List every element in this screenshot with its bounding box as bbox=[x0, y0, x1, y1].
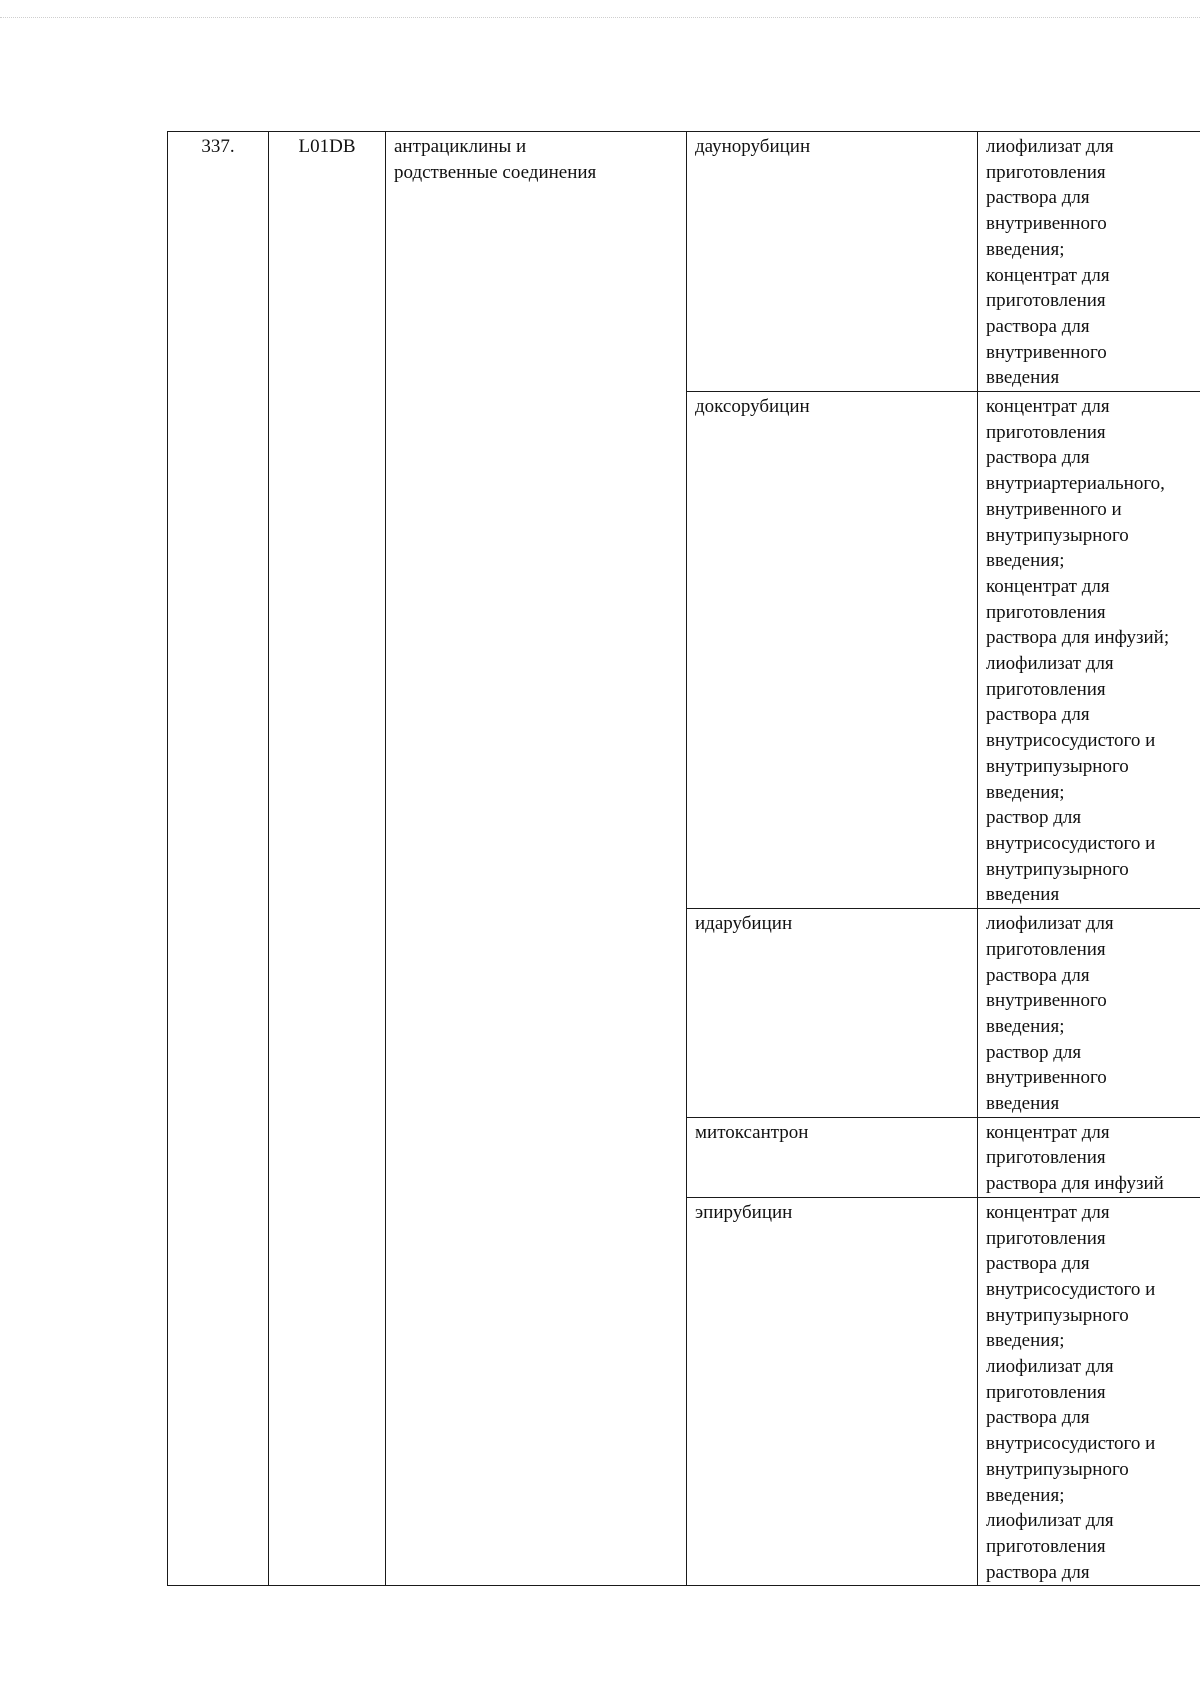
form-line: приготовления bbox=[986, 1381, 1106, 1403]
dosage-forms bbox=[978, 1117, 1200, 1197]
form-line: внутрисосудистого и bbox=[986, 832, 1156, 854]
form-line: внутрипузырного bbox=[986, 858, 1129, 880]
row-number: 337. bbox=[168, 132, 269, 1586]
form-line: внутрисосудистого и bbox=[986, 1433, 1156, 1455]
form-line: лиофилизат для bbox=[986, 1356, 1114, 1378]
dosage-forms bbox=[978, 909, 1200, 1118]
form-line: внутрипузырного bbox=[986, 524, 1129, 546]
form-line: раствора для bbox=[986, 704, 1090, 726]
drug-name: даунорубицин bbox=[687, 132, 978, 392]
form-line: концентрат для bbox=[986, 396, 1110, 418]
pharmacological-group bbox=[386, 132, 687, 1586]
form-line: лиофилизат для bbox=[986, 913, 1114, 935]
form-line: внутривенного и bbox=[986, 498, 1122, 520]
form-line: введения; bbox=[986, 238, 1065, 260]
form-line: раствор для bbox=[986, 1041, 1082, 1063]
form-line: концентрат для bbox=[986, 575, 1110, 597]
form-line: раствора для bbox=[986, 447, 1090, 469]
form-line: лиофилизат для bbox=[986, 136, 1114, 157]
form-line: раствора для инфузий bbox=[986, 1173, 1164, 1195]
form-line: введения; bbox=[986, 781, 1065, 803]
form-line: внутрисосудистого и bbox=[986, 730, 1156, 752]
form-line: приготовления bbox=[986, 161, 1106, 183]
dosage-forms bbox=[978, 392, 1200, 909]
form-line: раствора для bbox=[986, 964, 1090, 986]
form-line: приготовления bbox=[986, 290, 1106, 312]
form-line: внутрисосудистого и bbox=[986, 1278, 1156, 1300]
form-line: лиофилизат для bbox=[986, 653, 1114, 675]
form-line: введения; bbox=[986, 550, 1065, 572]
form-line: приготовления bbox=[986, 938, 1106, 960]
dosage-forms bbox=[978, 1197, 1200, 1586]
form-line: раствора для bbox=[986, 315, 1090, 337]
form-line: внутрипузырного bbox=[986, 1304, 1129, 1326]
form-line: приготовления bbox=[986, 1227, 1106, 1249]
form-line: внутривенного bbox=[986, 990, 1107, 1012]
form-line: лиофилизат для bbox=[986, 1510, 1114, 1532]
form-line: концентрат для bbox=[986, 1201, 1110, 1223]
form-line: введения bbox=[986, 1093, 1060, 1115]
form-line: введения; bbox=[986, 1330, 1065, 1352]
group-line: родственные соединения bbox=[394, 161, 597, 183]
form-line: раствор для bbox=[986, 807, 1082, 829]
form-line: введения bbox=[986, 884, 1060, 906]
dosage-forms bbox=[978, 132, 1200, 392]
form-line: приготовления bbox=[986, 421, 1106, 443]
form-line: приготовления bbox=[986, 678, 1106, 700]
drug-name: доксорубицин bbox=[687, 392, 978, 909]
form-line: раствора для bbox=[986, 187, 1090, 209]
form-line: концентрат для bbox=[986, 1121, 1110, 1143]
atc-code: L01DB bbox=[269, 132, 386, 1586]
form-line: внутрипузырного bbox=[986, 1458, 1129, 1480]
form-line: внутривенного bbox=[986, 1067, 1107, 1089]
scan-top-edge bbox=[0, 17, 1200, 18]
form-line: приготовления bbox=[986, 1535, 1106, 1557]
form-line: введения; bbox=[986, 1015, 1065, 1037]
form-line: приготовления bbox=[986, 601, 1106, 623]
group-line: антрациклины и bbox=[394, 136, 527, 157]
form-line: раствора для bbox=[986, 1561, 1090, 1583]
form-line: введения; bbox=[986, 1484, 1065, 1506]
form-line: приготовления bbox=[986, 1147, 1106, 1169]
drug-name: эпирубицин bbox=[687, 1197, 978, 1586]
form-line: введения bbox=[986, 367, 1060, 389]
form-line: внутриартериального, bbox=[986, 473, 1165, 495]
table-row bbox=[168, 132, 1200, 392]
form-line: раствора для bbox=[986, 1253, 1090, 1275]
form-line: внутривенного bbox=[986, 213, 1107, 235]
drug-name: идарубицин bbox=[687, 909, 978, 1118]
drug-list-table bbox=[167, 131, 1200, 1586]
form-line: концентрат для bbox=[986, 264, 1110, 286]
form-line: внутрипузырного bbox=[986, 755, 1129, 777]
form-line: раствора для инфузий; bbox=[986, 627, 1170, 649]
drug-name: митоксантрон bbox=[687, 1117, 978, 1197]
form-line: внутривенного bbox=[986, 341, 1107, 363]
form-line: раствора для bbox=[986, 1407, 1090, 1429]
